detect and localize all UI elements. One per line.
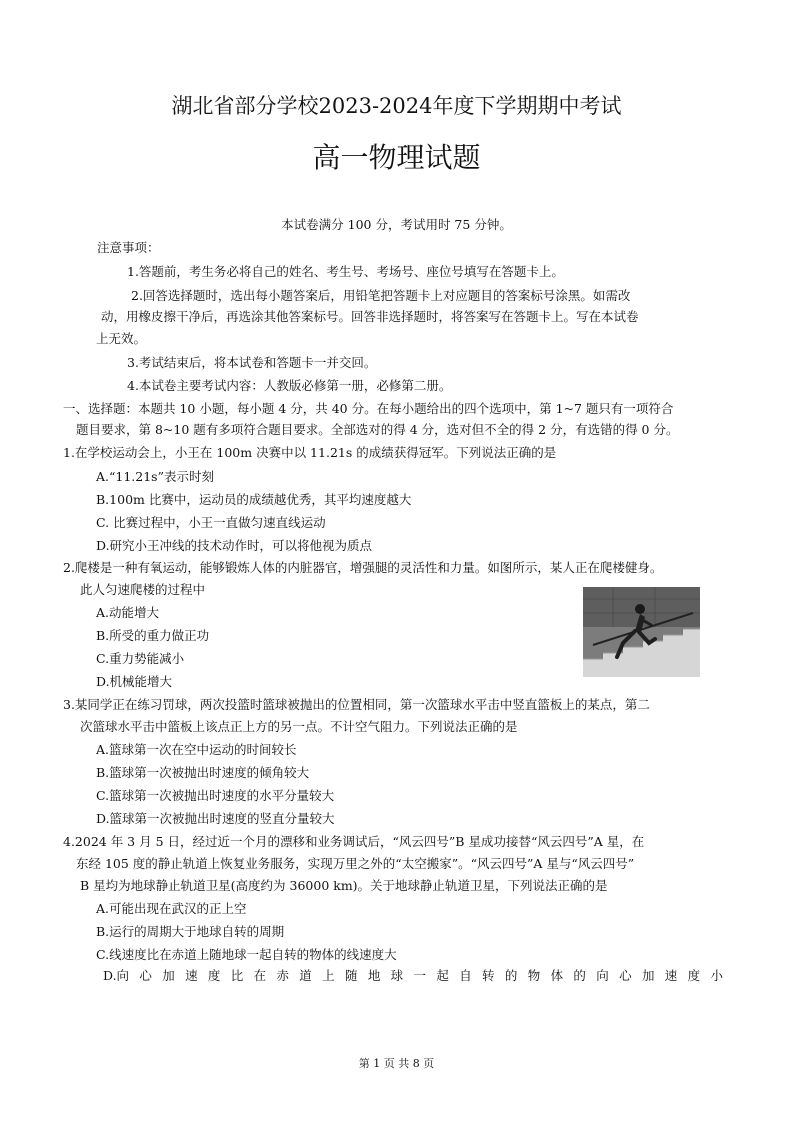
q4-d-char: 物 (527, 968, 541, 983)
q4-stem-line-2: 东经 105 度的静止轨道上恢复业务服务，实现万里之外的“太空搬家”。“风云四号”A 星与“风云四号” (76, 856, 635, 871)
q4-d-char: 自 (459, 968, 472, 983)
q4-d-char: 速 (185, 968, 198, 983)
q1-option-b: B.100m 比赛中，运动员的成绩越优秀，其平均速度越大 (96, 492, 412, 507)
q4-option-b: B.运行的周期大于地球自转的周期 (96, 924, 285, 939)
q3-option-d: D.篮球第一次被抛出时速度的竖直分量较大 (96, 811, 335, 826)
q4-d-char: 上 (322, 968, 335, 983)
q4-d-char: 球 (390, 968, 404, 983)
q4-stem-line-1: 4.2024 年 3 月 5 日，经过近一个月的漂移和业务调试后，“风云四号”B 星成功接替“风云四号”A 星，在 (63, 834, 645, 849)
q4-option-a: A.可能出现在武汉的正上空 (96, 901, 247, 916)
note-3: 3.考试结束后，将本试卷和答题卡一并交回。 (127, 355, 377, 370)
q4-d-char: 加 (162, 968, 175, 983)
q4-d-char: 一 (413, 968, 427, 983)
q4-d-char: 小 (710, 968, 723, 983)
q4-d-char: 度 (207, 968, 221, 983)
note-2-line-2: 动，用橡皮擦干净后，再选涂其他答案标号。回答非选择题时，将答案写在答题卡上。写在本试卷 (101, 309, 639, 324)
q4-d-char: 的 (573, 968, 586, 983)
notes-heading: 注意事项： (97, 240, 160, 255)
q3-stem-line-2: 次篮球水平击中篮板上该点正上方的另一点。不计空气阻力。下列说法正确的是 (80, 719, 518, 734)
q2-option-b: B.所受的重力做正功 (96, 628, 210, 643)
note-2-line-1: 2.回答选择题时，选出每小题答案后，用铅笔把答题卡上对应题目的答案标号涂黑。如需改 (131, 288, 631, 303)
exam-info: 本试卷满分 100 分，考试用时 75 分钟。 (281, 217, 512, 232)
q4-option-c: C.线速度比在赤道上随地球一起自转的物体的线速度大 (96, 947, 397, 962)
page-footer: 第 1 页 共 8 页 (358, 1057, 435, 1070)
q1-option-a: A.“11.21s”表示时刻 (96, 469, 214, 484)
stair-climbing-photo (583, 587, 700, 677)
section-1-line-2: 题目要求，第 8~10 题有多项符合题目要求。全部选对的得 4 分，选对但不全的得 2 分，有选错的得 0 分。 (76, 422, 679, 437)
q2-option-a: A.动能增大 (96, 605, 160, 620)
q4-d-char: 比 (230, 968, 244, 983)
note-2-line-3: 上无效。 (96, 331, 147, 346)
q4-d-char: 速 (664, 968, 678, 983)
q4-d-char: 心 (619, 968, 632, 983)
q4-d-char: 加 (641, 968, 655, 983)
q2-stem-line-2: 此人匀速爬楼的过程中 (80, 582, 206, 597)
q3-stem-line-1: 3.某同学正在练习罚球，两次投篮时篮球被抛出的位置相同，第一次篮球水平击中竖直篮板上的某点，第二 (63, 697, 650, 712)
exam-subtitle: 高一物理试题 (312, 141, 481, 174)
q1-option-d: D.研究小王冲线的技术动作时，可以将他视为质点 (96, 538, 373, 553)
q2-stem-line-1: 2.爬楼是一种有氧运动，能够锻炼人体的内脏器官，增强腿的灵活性和力量。如图所示，某人正在爬楼健身。 (63, 560, 663, 575)
q4-d-char: 的 (504, 968, 518, 983)
q1-option-c: C. 比赛过程中，小王一直做匀速直线运动 (96, 515, 326, 530)
q3-option-a: A.篮球第一次在空中运动的时间较长 (96, 742, 297, 757)
q4-d-char: 赤 (276, 968, 289, 983)
q2-option-d: D.机械能增大 (96, 674, 173, 689)
q3-option-b: B.篮球第一次被抛出时速度的倾角较大 (96, 765, 310, 780)
q4-d-char: D.向 (103, 968, 130, 983)
q4-d-char: 向 (596, 968, 609, 983)
q4-option-d (103, 968, 723, 986)
q4-d-char: 随 (344, 968, 358, 983)
q4-d-char: 起 (436, 968, 449, 983)
q3-option-c: C.篮球第一次被抛出时速度的水平分量较大 (96, 788, 335, 803)
q4-d-char: 道 (299, 968, 312, 983)
q4-d-char: 在 (253, 968, 267, 983)
q4-d-char: 地 (367, 968, 381, 983)
q4-d-char: 转 (482, 968, 495, 983)
note-4: 4.本试卷主要考试内容：人教版必修第一册，必修第二册。 (127, 378, 452, 393)
q4-d-char: 度 (687, 968, 701, 983)
q4-d-char: 体 (550, 968, 564, 983)
exam-title: 湖北省部分学校2023-2024年度下学期期中考试 (171, 94, 622, 118)
q4-d-char: 心 (139, 968, 152, 983)
note-1: 1.答题前，考生务必将自己的姓名、考生号、考场号、座位号填写在答题卡上。 (127, 264, 564, 279)
q1-stem: 1.在学校运动会上，小王在 100m 决赛中以 11.21s 的成绩获得冠军。下列说法正确的是 (63, 445, 557, 460)
q4-stem-line-3: B 星均为地球静止轨道卫星(高度约为 36000 km)。关于地球静止轨道卫星，下列说法正确的是 (80, 878, 608, 893)
section-1-line-1: 一、选择题：本题共 10 小题，每小题 4 分，共 40 分。在每小题给出的四个选项中，第 1~7 题只有一项符合 (63, 401, 674, 416)
q2-option-c: C.重力势能减小 (96, 651, 185, 666)
